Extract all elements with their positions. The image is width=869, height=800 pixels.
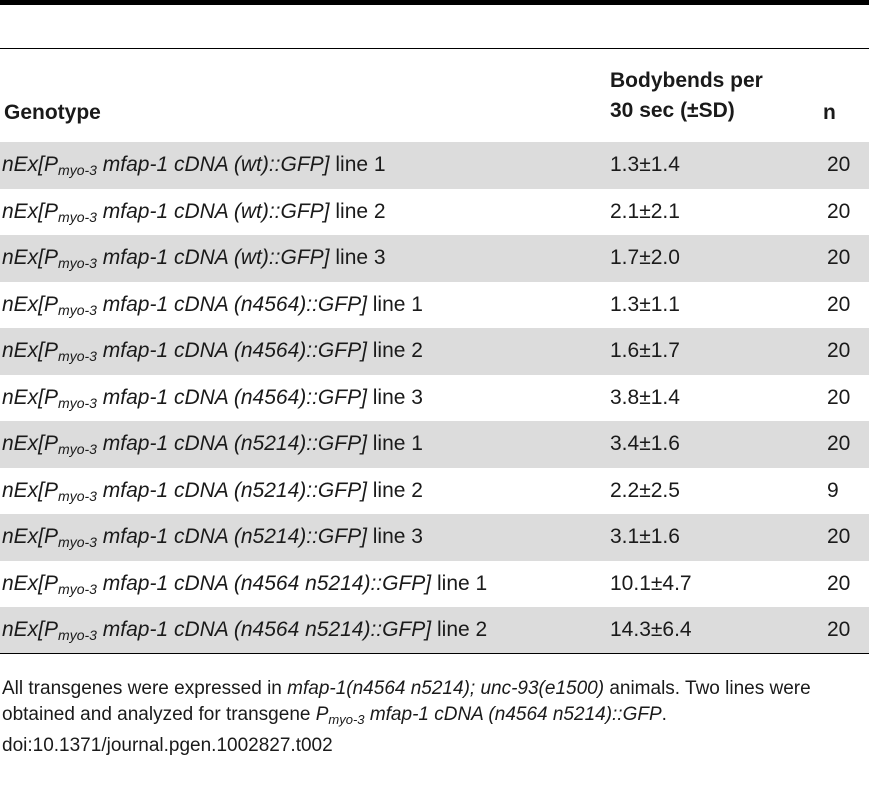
table-row (0, 328, 869, 375)
table-row (0, 421, 869, 468)
promoter-subscript: myo-3 (58, 394, 97, 411)
genotype-prefix: nEx[P (2, 153, 59, 176)
genotype-construct: mfap-1 cDNA (wt)::GFP] (96, 246, 330, 269)
promoter-subscript: myo-3 (58, 441, 97, 457)
promoter-subscript: myo-3 (58, 534, 97, 550)
bodybends-cell: 3.1±1.6 (610, 525, 680, 548)
genotype-cell (2, 561, 487, 608)
bodybends-cell: 3.8±1.4 (610, 385, 680, 409)
table-row (0, 468, 869, 515)
table-row (0, 561, 869, 608)
n-cell: 20 (827, 432, 851, 455)
genotype-line: line 2 (366, 339, 423, 362)
genotype-prefix: nEx[P (2, 571, 59, 595)
genotype-cell (2, 514, 423, 561)
genotype-cell (2, 607, 487, 654)
promoter-subscript: myo-3 (58, 301, 97, 318)
genotype-cell (2, 328, 423, 375)
table-row (0, 189, 869, 236)
top-rule (0, 0, 869, 5)
genotype-line: line 1 (329, 153, 386, 176)
genotype-prefix: nEx[P (2, 246, 59, 269)
genotype-construct: mfap-1 cDNA (n5214)::GFP] (96, 432, 367, 455)
n-cell: 20 (827, 153, 851, 176)
n-cell: 20 (827, 339, 851, 362)
genotype-prefix: nEx[P (2, 292, 59, 316)
bodybends-cell: 1.7±2.0 (610, 246, 680, 269)
genotype-prefix: nEx[P (2, 385, 59, 409)
genotype-prefix: nEx[P (2, 432, 59, 455)
table-header (0, 49, 869, 142)
table-body (0, 142, 869, 654)
genotype-prefix: nEx[P (2, 339, 59, 362)
genotype-cell (2, 375, 423, 422)
n-cell: 20 (827, 385, 851, 409)
genotype-line: line 1 (366, 292, 423, 316)
genotype-construct: mfap-1 cDNA (n4564 n5214)::GFP] (96, 618, 432, 641)
n-cell: 20 (827, 525, 851, 548)
promoter-subscript: myo-3 (58, 627, 97, 643)
n-cell: 20 (827, 246, 851, 269)
genotype-prefix: nEx[P (2, 618, 59, 641)
promoter-subscript: myo-3 (58, 487, 97, 504)
bodybends-cell: 2.1±2.1 (610, 199, 680, 223)
n-cell: 9 (827, 478, 839, 502)
table-bottom-rule (0, 653, 869, 654)
promoter-subscript: myo-3 (58, 208, 97, 225)
genotype-line: line 2 (329, 199, 386, 223)
bodybends-cell: 10.1±4.7 (610, 571, 692, 595)
genotype-construct: mfap-1 cDNA (wt)::GFP] (96, 199, 330, 223)
table-row (0, 142, 869, 189)
genotype-line: line 3 (329, 246, 386, 269)
header-bodybends-line2: 30 sec (±SD) (610, 99, 735, 122)
genotype-cell (2, 235, 386, 282)
header-bodybends-line1: Bodybends per (610, 69, 763, 92)
genotype-line: line 3 (366, 525, 423, 548)
genotype-construct: mfap-1 cDNA (n5214)::GFP] (96, 478, 367, 502)
genotype-construct: mfap-1 cDNA (n4564 n5214)::GFP] (96, 571, 432, 595)
genotype-line: line 1 (366, 432, 423, 455)
table-row (0, 282, 869, 329)
footnote-promoter: P (315, 704, 329, 725)
genotype-construct: mfap-1 cDNA (n4564)::GFP] (96, 385, 367, 409)
header-n: n (823, 101, 836, 124)
table-footnote (2, 676, 864, 759)
genotype-line: line 2 (431, 618, 488, 641)
genotype-line: line 3 (366, 385, 423, 409)
n-cell: 20 (827, 292, 851, 316)
footnote-promoter-sub: myo-3 (328, 712, 365, 727)
bodybends-cell: 14.3±6.4 (610, 618, 692, 641)
promoter-subscript: myo-3 (58, 162, 97, 178)
n-cell: 20 (827, 199, 851, 223)
bodybends-cell: 1.3±1.4 (610, 153, 680, 176)
genotype-line: line 2 (366, 478, 423, 502)
genotype-construct: mfap-1 cDNA (n5214)::GFP] (96, 525, 367, 548)
footnote-genotype: mfap-1(n4564 n5214); unc-93(e1500) (287, 678, 605, 699)
footnote-text-1: All transgenes were expressed in (2, 678, 288, 699)
footnote-construct: mfap-1 cDNA (n4564 n5214)::GFP (364, 704, 662, 725)
bodybends-cell: 1.6±1.7 (610, 339, 680, 362)
table-row (0, 607, 869, 654)
header-genotype: Genotype (4, 101, 101, 124)
promoter-subscript: myo-3 (58, 580, 97, 597)
bodybends-cell: 1.3±1.1 (610, 292, 680, 316)
table-row (0, 375, 869, 422)
genotype-construct: mfap-1 cDNA (n4564)::GFP] (96, 292, 367, 316)
n-cell: 20 (827, 618, 851, 641)
table-row (0, 514, 869, 561)
genotype-cell (2, 142, 386, 189)
footnote-text-2: animals. Two lines were obtained and analyzed for transgene (2, 678, 811, 725)
footnote-text-3: . (661, 704, 667, 725)
n-cell: 20 (827, 571, 851, 595)
genotype-prefix: nEx[P (2, 525, 59, 548)
genotype-prefix: nEx[P (2, 199, 59, 223)
header-bodybends (610, 66, 763, 126)
footnote-doi: doi:10.1371/journal.pgen.1002827.t002 (2, 735, 333, 756)
promoter-subscript: myo-3 (58, 348, 97, 364)
bodybends-cell: 3.4±1.6 (610, 432, 680, 455)
genotype-construct: mfap-1 cDNA (n4564)::GFP] (96, 339, 367, 362)
genotype-construct: mfap-1 cDNA (wt)::GFP] (96, 153, 330, 176)
table-row (0, 235, 869, 282)
genotype-cell (2, 421, 423, 468)
bodybends-cell: 2.2±2.5 (610, 478, 680, 502)
genotype-cell (2, 468, 423, 515)
genotype-line: line 1 (431, 571, 488, 595)
genotype-prefix: nEx[P (2, 478, 59, 502)
genotype-cell (2, 189, 386, 236)
genotype-cell (2, 282, 423, 329)
promoter-subscript: myo-3 (58, 255, 97, 271)
